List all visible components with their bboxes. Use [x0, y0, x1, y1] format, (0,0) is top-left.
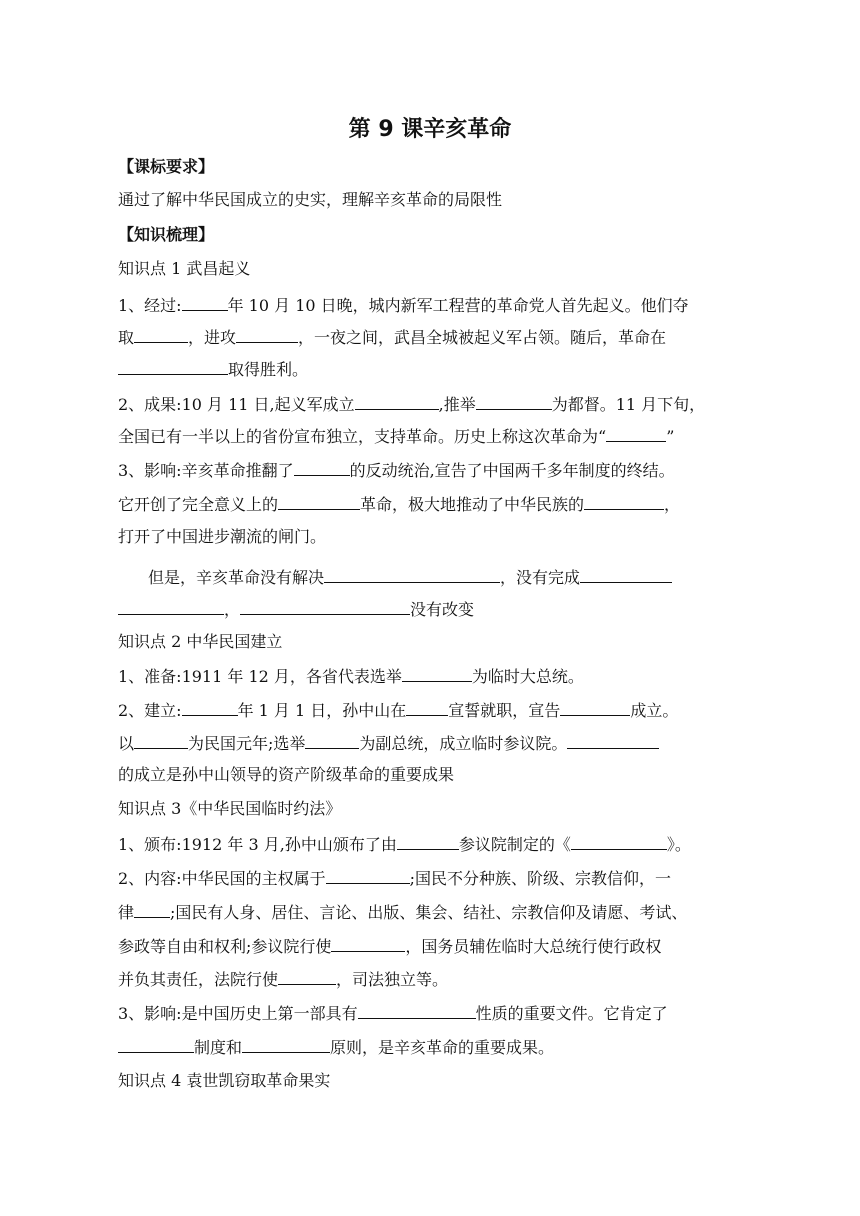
- fill-blank[interactable]: [326, 866, 410, 884]
- fill-blank[interactable]: [236, 325, 298, 343]
- fill-blank[interactable]: [406, 698, 448, 716]
- kp3-heading: 知识点 3《中华民国临时约法》: [118, 799, 342, 818]
- kp1-limit-line-2: ， 没有改变: [118, 597, 738, 621]
- kp2-founding-line-2: 以 为民国元年;选举 为副总统，成立临时参议院。: [118, 731, 738, 755]
- kp1-process-line-1: 1、经过: 年 10 月 10 日晚，城内新军工程营的革命党人首先起义。他们夺: [118, 293, 738, 317]
- fill-blank[interactable]: [397, 832, 459, 850]
- fill-blank[interactable]: [118, 357, 228, 375]
- fill-blank[interactable]: [324, 565, 500, 583]
- kp1-heading: 知识点 1 武昌起义: [118, 259, 251, 278]
- fill-blank[interactable]: [118, 1035, 194, 1053]
- kp1-process-line-3: 取得胜利。: [118, 357, 738, 381]
- kp1-limit-line-1: 但是，辛亥革命没有解决 ，没有完成: [148, 565, 738, 589]
- kp3-issue-line: 1、颁布:1912 年 3 月,孙中山颁布了由 参议院制定的《 》。: [118, 832, 738, 856]
- fill-blank[interactable]: [402, 664, 472, 682]
- kp3-impact-line-1: 3、影响:是中国历史上第一部具有 性质的重要文件。它肯定了: [118, 1001, 738, 1025]
- kp3-content-line-3: 参政等自由和权利;参议院行使 ，国务员辅佐临时大总统行使行政权: [118, 934, 738, 958]
- fill-blank[interactable]: [118, 597, 224, 615]
- kp3-impact-line-2: 制度和 原则，是辛亥革命的重要成果。: [118, 1035, 738, 1059]
- fill-blank[interactable]: [331, 934, 405, 952]
- section-heading-knowledge: 【知识梳理】: [118, 225, 215, 244]
- fill-blank[interactable]: [134, 900, 170, 918]
- fill-blank[interactable]: [355, 392, 439, 410]
- fill-blank[interactable]: [134, 731, 188, 749]
- kp3-content-line-1: 2、内容:中华民国的主权属于 ;国民不分种族、阶级、宗教信仰，一: [118, 866, 738, 890]
- fill-blank[interactable]: [560, 698, 630, 716]
- fill-blank[interactable]: [240, 597, 410, 615]
- kp1-process-line-2: 取 ，进攻 ，一夜之间，武昌全城被起义军占领。随后，革命在: [118, 325, 738, 349]
- fill-blank[interactable]: [571, 832, 667, 850]
- kp2-prep-line: 1、准备:1911 年 12 月，各省代表选举 为临时大总统。: [118, 664, 738, 688]
- fill-blank[interactable]: [580, 565, 672, 583]
- fill-blank[interactable]: [182, 293, 228, 311]
- fill-blank[interactable]: [567, 731, 659, 749]
- requirements-text: 通过了解中华民国成立的史实，理解辛亥革命的局限性: [118, 190, 503, 209]
- section-heading-requirements: 【课标要求】: [118, 157, 215, 176]
- kp3-content-line-4: 并负其责任，法院行使 ，司法独立等。: [118, 967, 738, 991]
- fill-blank[interactable]: [305, 731, 359, 749]
- fill-blank[interactable]: [606, 424, 666, 442]
- kp1-impact-line-3: 打开了中国进步潮流的闸门。: [118, 527, 327, 546]
- fill-blank[interactable]: [182, 698, 238, 716]
- kp1-impact-line-2: 它开创了完全意义上的 革命，极大地推动了中华民族的 ，: [118, 492, 738, 516]
- fill-blank[interactable]: [358, 1001, 476, 1019]
- fill-blank[interactable]: [278, 967, 336, 985]
- fill-blank[interactable]: [242, 1035, 330, 1053]
- kp2-founding-line-3: 的成立是孙中山领导的资产阶级革命的重要成果: [118, 765, 455, 784]
- fill-blank[interactable]: [584, 492, 664, 510]
- kp1-result-line-2: 全国已有一半以上的省份宣布独立，支持革命。历史上称这次革命为“ ”: [118, 424, 738, 448]
- fill-blank[interactable]: [294, 458, 350, 476]
- kp1-impact-line-1: 3、影响:辛亥革命推翻了 的反动统治,宣告了中国两千多年制度的终结。: [118, 458, 738, 482]
- kp3-content-line-2: 律 ;国民有人身、居住、言论、出版、集会、结社、宗教信仰及请愿、考试、: [118, 900, 738, 924]
- kp4-heading: 知识点 4 袁世凯窃取革命果实: [118, 1071, 331, 1090]
- kp2-founding-line-1: 2、建立: 年 1 月 1 日，孙中山在 宣誓就职，宣告 成立。: [118, 698, 738, 722]
- lesson-title: 第 9 课辛亥革命: [348, 117, 512, 142]
- fill-blank[interactable]: [476, 392, 552, 410]
- kp1-result-line-1: 2、成果:10 月 11 日,起义军成立 ,推举 为都督。11 月下旬，: [118, 392, 738, 416]
- fill-blank[interactable]: [134, 325, 188, 343]
- kp2-heading: 知识点 2 中华民国建立: [118, 632, 283, 651]
- fill-blank[interactable]: [278, 492, 360, 510]
